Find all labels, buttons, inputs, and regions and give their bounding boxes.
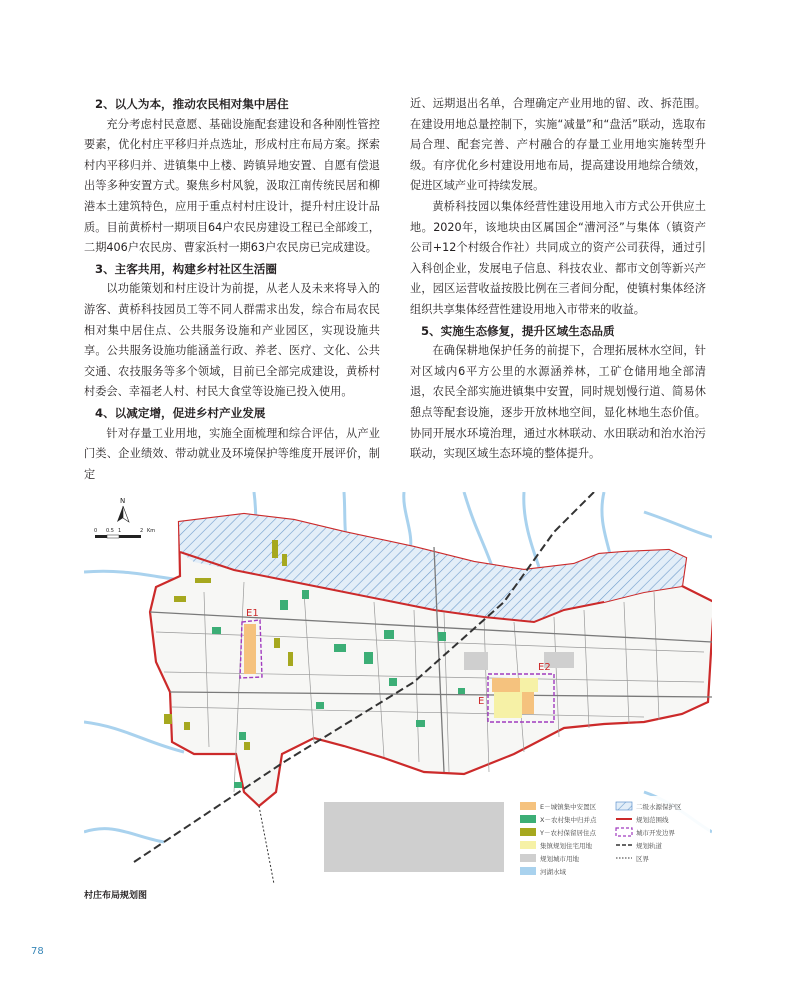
science-park-paragraph: 黄桥科技园以集体经营性建设用地入市方式公开供应土地。2020年，该地块由区属国企“漕河泾”与集体（镇资产公司+12个村级合作社）共同成立的资产公司获得，通过引入科创企业，发展电子信息、科技农业、都市文创等新兴产业，园区运营收益按股比例在三者间分配，使镇村集体经济组织共享集体经营性建设用地入市带来的收益。 <box>410 199 706 316</box>
legend-label-district: 区界 <box>636 855 649 863</box>
scale-tick-2: 1 <box>118 528 122 534</box>
legend-label-urban-boundary: 城市开发边界 <box>636 829 675 837</box>
section-2-paragraph: 充分考虑村民意愿、基础设施配套建设和各种刚性管控要素，优化村庄平移归并点选址，形成村庄布局方案。探索村内平移归并、进镇集中上楼、跨镇异地安置、自愿有偿退出等多种安置方式。聚焦乡村风貌，汲取江南传统民居和柳港本土建筑特色，应用于重点村村庄设计，提升村庄设计品质。目前黄桥村一期项目64户农民房建设工程已全部竣工，二期406户农民房、曹家浜村一期63户农民房已完成建设。 <box>84 117 380 255</box>
scale-tick-0: 0 <box>94 528 98 534</box>
legend-label-planning-boundary: 规划范围线 <box>636 816 669 824</box>
scale-tick-1: 0.5 <box>106 528 114 534</box>
marker-e2: E2 <box>538 662 551 673</box>
legend-town-residential <box>520 841 593 850</box>
map-svg <box>84 492 712 884</box>
marker-e1: E1 <box>246 608 259 619</box>
page-number: 78 <box>31 946 44 957</box>
right-column <box>410 94 706 465</box>
legend-urban-land <box>520 854 580 863</box>
map-caption: 村庄布局规划图 <box>84 891 148 901</box>
left-column <box>84 94 380 485</box>
north-arrow <box>117 497 129 522</box>
section-heading-5: 5、实施生态修复，提升区域生态品质 <box>421 323 615 338</box>
legend-label-town-residential: 集镇规划住宅用地 <box>540 842 592 850</box>
section-4-continuation: 近、远期退出名单，合理确定产业用地的留、改、拆范围。在建设用地总量控制下，实施“减量”和“盘活”联动，选取布局合理、配套完善、产村融合的存量工业用地实施转型升级。有序优化乡村建设用地布局，提高建设用地综合绩效，促进区域产业可持续发展。 <box>410 97 706 193</box>
legend-label-water: 河湖水域 <box>540 868 566 876</box>
marker-e: E <box>478 696 485 707</box>
section-heading-3: 3、主客共用，构建乡村社区生活圈 <box>95 261 277 276</box>
district-boundary <box>259 806 274 884</box>
legend-x <box>520 815 597 824</box>
scale-tick-3: 2 <box>140 528 144 534</box>
legend-y <box>520 828 596 837</box>
north-label: N <box>120 497 126 505</box>
legend-water <box>520 867 567 876</box>
legend-e <box>520 802 597 811</box>
legend-label-e: E－城镇集中安置区 <box>540 803 597 811</box>
legend-label-x: X－农村集中归并点 <box>540 816 597 824</box>
scale-bar <box>94 528 155 538</box>
section-heading-2: 2、以人为本，推动农民相对集中居住 <box>95 97 289 111</box>
section-3-paragraph: 以功能策划和村庄设计为前提，从老人及未来将导入的游客、黄桥科技园员工等不同人群需求出发，综合布局农民相对集中居住点、公共服务设施和产业园区，实现设施共享。公共服务设施功能涵盖行政、养老、医疗、文化、公共交通、农技服务等多个领域，目前已全部完成建设，黄桥村村委会、幸福老人村、村民大食堂等设施已投入使用。 <box>84 282 380 399</box>
village-layout-map <box>84 492 712 884</box>
legend-protection <box>616 802 682 811</box>
legend-label-y: Y－农村保留居住点 <box>540 829 596 837</box>
legend-label-urban-land: 规划城市用地 <box>540 855 579 863</box>
section-5-paragraph: 在确保耕地保护任务的前提下，合理拓展林水空间，针对区域内6平方公里的水源涵养林，工矿仓储用地全部清退，农民全部实施进镇集中安置，同时规划慢行道、简易休憩点等配套设施，逐步开放林地空间，显化林地生态价值。协同开展水环境治理，通过水林联动、水田联动和治水治污联动，实现区域生态环境的整体提升。 <box>410 344 706 461</box>
scale-unit: Km <box>147 528 156 534</box>
section-4-paragraph: 针对存量工业用地，实施全面梳理和综合评估，从产业门类、企业绩效、带动就业及环境保护等维度开展评价，制定 <box>84 426 380 481</box>
section-heading-4: 4、以减定增，促进乡村产业发展 <box>95 405 266 420</box>
legend-label-rail: 规划轨道 <box>636 842 662 850</box>
legend-label-protection: 二级水源保护区 <box>636 803 682 811</box>
